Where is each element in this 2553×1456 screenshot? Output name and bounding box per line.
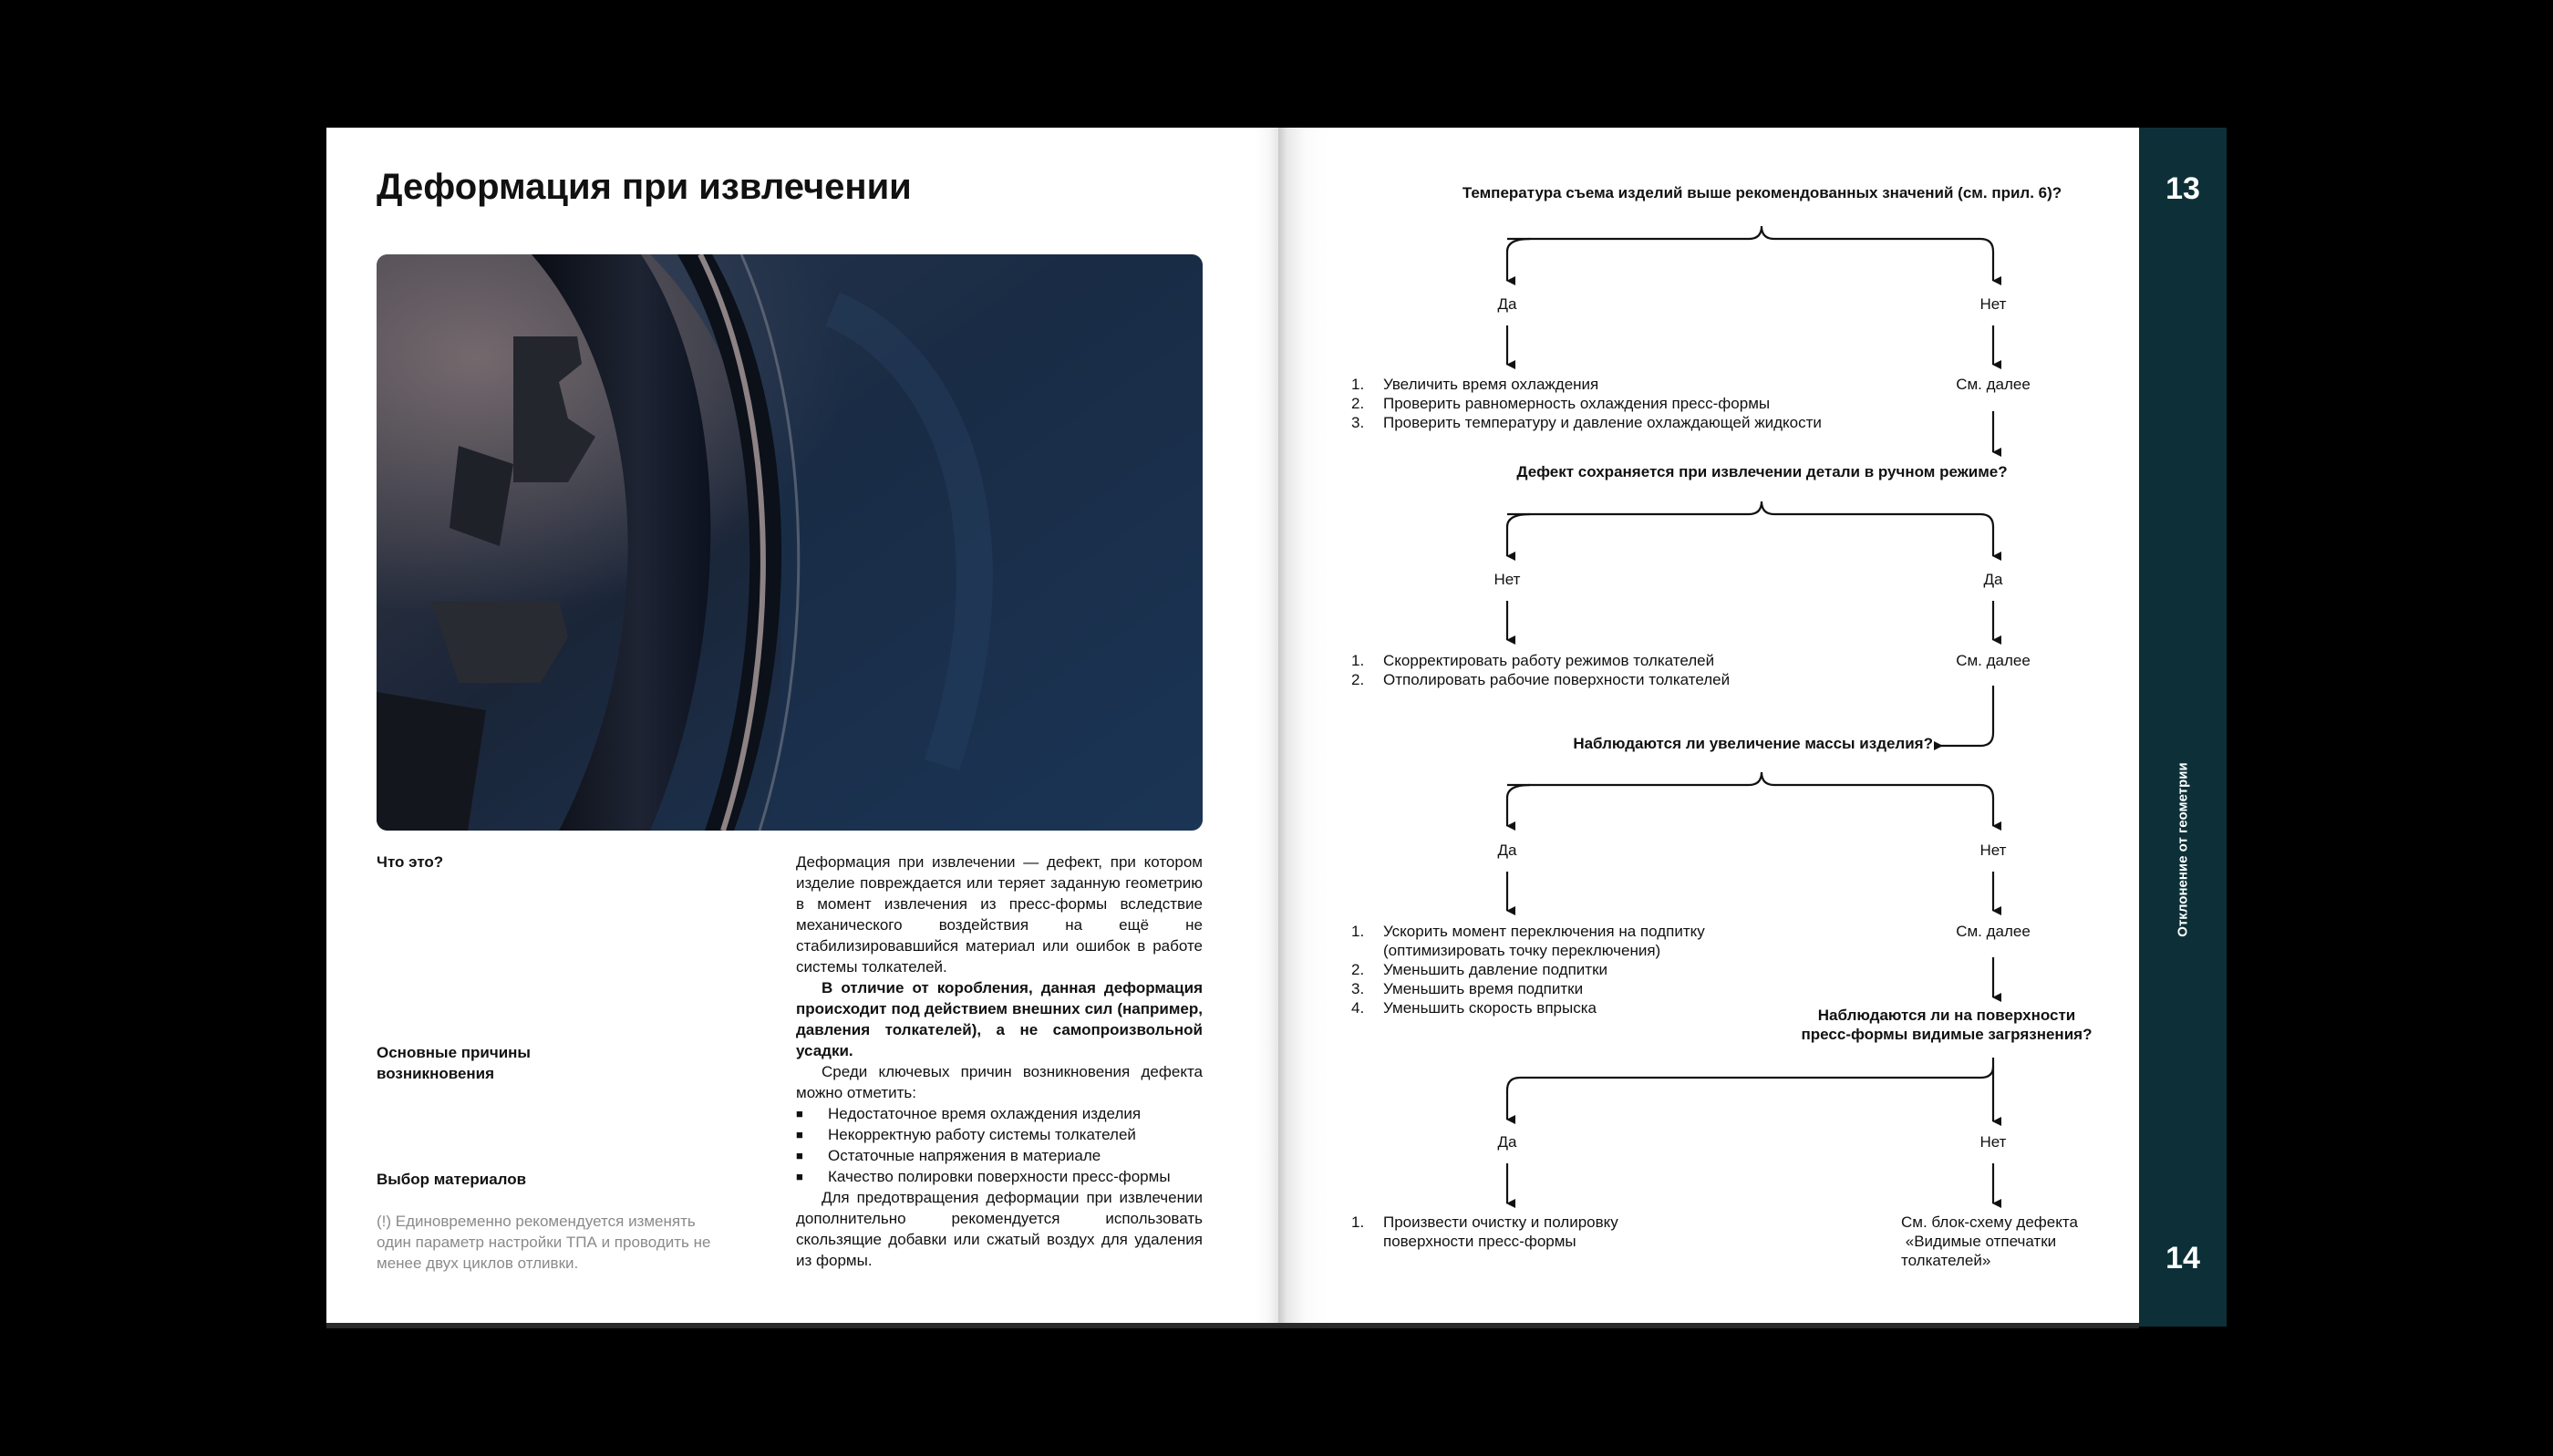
list-item: 1. Скорректировать работу режимов толкателей [1351, 652, 1715, 669]
list-item: 2. Уменьшить давление подпитки [1351, 961, 1608, 978]
main-causes-label: Основные причины возникновения [377, 1044, 531, 1082]
list-item: 4. Уменьшить скорость впрыска [1351, 999, 1597, 1017]
branch-yes: Да [1497, 1133, 1517, 1151]
branch-no: Нет [1979, 1133, 2007, 1151]
list-item: ■ Недостаточное время охлаждения изделия [796, 1103, 1203, 1124]
see-next: См. далее [1956, 376, 2031, 393]
recommendation-note: (!) Единовременно рекомендуется изменять один параметр настройки ТПА и проводить не менее двух циклов отливки. [377, 1213, 711, 1272]
page-number-top: 13 [2165, 171, 2200, 206]
page-number-bottom: 14 [2165, 1241, 2200, 1275]
paragraph: Среди ключевых причин возникновения дефекта можно отметить: [796, 1063, 1203, 1101]
question-3: Наблюдаются ли увеличение массы изделия? [1573, 735, 1933, 752]
list-item: 2. Отполировать рабочие поверхности толкателей [1351, 671, 1731, 688]
page-title: Деформация при извлечении [377, 167, 912, 207]
paragraph-bold: В отличие от коробления, данная деформация происходит под действием внешних сил (например, давления толкателей), а не самопроизвольной усадки. [796, 979, 1203, 1059]
branch-yes: Да [1497, 295, 1517, 313]
actions-list-1 [1351, 375, 1862, 432]
list-item: ■ Остаточные напряжения в материале [796, 1145, 1203, 1166]
section-sidebar [2139, 128, 2227, 1327]
list-item: ■ Качество полировки поверхности пресс-формы [796, 1166, 1203, 1187]
paragraph: Деформация при извлечении — дефект, при котором изделие повреждается или теряет заданную геометрию в момент извлечения из пресс-формы вследствие механического воздействия на ещё не стабилизировавшийся материал или ошибок в работе системы толкателей. [796, 853, 1203, 976]
actions-list-3 [1351, 922, 1862, 1017]
question-4: Наблюдаются ли на поверхности пресс-формы видимые загрязнения? [1801, 1007, 2093, 1043]
branch-no: Нет [1979, 842, 2007, 859]
list-item: 1. Увеличить время охлаждения [1351, 376, 1599, 393]
materials-label: Выбор материалов [377, 1171, 527, 1188]
what-is-it-label: Что это? [377, 853, 444, 871]
list-item: 1. Ускорить момент переключения на подпитку (оптимизировать точку переключения) [1351, 923, 1705, 959]
question-2: Дефект сохраняется при извлечении детали в ручном режиме? [1516, 463, 2008, 480]
list-item: 3. Проверить температуру и давление охлаждающей жидкости [1351, 414, 1822, 431]
paragraph: Для предотвращения деформации при извлечении дополнительно рекомендуется использовать скользящие добавки или сжатый воздух для удаления из формы. [796, 1189, 1203, 1269]
list-item: 1. Произвести очистку и полировку поверхности пресс-формы [1351, 1213, 1618, 1250]
section-label: Отклонение от геометрии [2175, 762, 2191, 937]
see-next: См. далее [1956, 923, 2031, 940]
see-next: См. далее [1956, 652, 2031, 669]
list-item: 3. Уменьшить время подпитки [1351, 980, 1584, 997]
actions-list-4 [1351, 1213, 1807, 1251]
list-item: ■ Некорректную работу системы толкателей [796, 1124, 1203, 1145]
list-item: 2. Проверить равномерность охлаждения пресс-формы [1351, 395, 1771, 412]
question-1: Температура съема изделий выше рекомендованных значений (см. прил. 6)? [1462, 184, 2062, 201]
cross-reference: См. блок-схему дефекта «Видимые отпечатки толкателей» [1901, 1213, 2078, 1269]
branch-yes: Да [1983, 571, 2003, 588]
actions-list-2 [1351, 651, 1862, 689]
branch-yes: Да [1497, 842, 1517, 859]
branch-no: Нет [1494, 571, 1521, 588]
branch-no: Нет [1979, 295, 2007, 313]
